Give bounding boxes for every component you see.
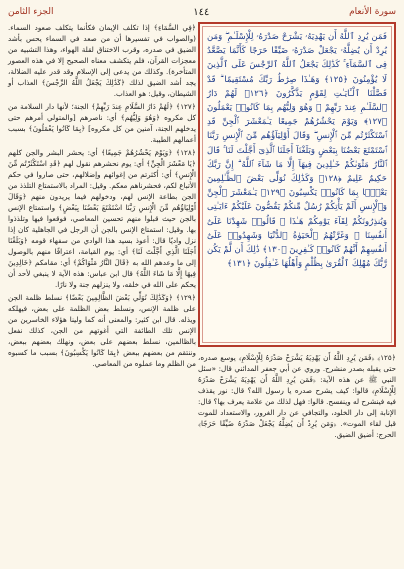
commentary-right-column: [198, 352, 396, 562]
commentary-left-column: [8, 22, 196, 562]
commentary-paragraph: ﴿فِي السَّمَاءِ﴾ إذا تكلف الإيمان فكأنما يتكلف صعود السماء. (والصواب في تفسيرها أن من صعد في السماء يحس بأشد الضيق في صدره، وقرب الاختناق لقلة الهواء، وهذا التشبيه من معجزات القرآن، فلم يتكشف معناه الصحيح إلا في هذه العصور المتأخرة). وكذلك من يدعى إلى الإسلام وقد قدر عليه الضلالة، يجد أشد الضيق لذلك ﴿كَذَٰلِكَ يَجْعَلُ اللَّهُ الرِّجْسَ﴾ العذاب أو الشيطان، وقيل: هو العذاب.: [8, 23, 196, 98]
quran-text-frame: [198, 22, 396, 347]
juz-title: الجزء الثامن: [8, 7, 54, 17]
commentary-paragraph: ﴿١٢٧﴾ ﴿لَهُمْ دَارُ السَّلَامِ عِندَ رَبِّهِمْ﴾ الجنة؛ لأنها دار السلامة من كل مكروه ﴿وَهُوَ وَلِيُّهُم﴾ أي: ناصرهم [والمتولي أمرهم حتى يدخلهم الجنة، آمنين من كل مكروه] ﴿بِمَا كَانُوا يَعْمَلُونَ﴾ بسبب أعمالهم الطيبة.: [8, 102, 196, 144]
commentary-paragraph: ﴿١٢٨﴾ ﴿وَيَوْمَ يَحْشُرُهُمْ جَمِيعًا﴾ أي: يحشر البشر والجن كلهم ﴿يَا مَعْشَرَ الْجِنِّ﴾ أي: يوم نحشرهم نقول لهم ﴿قَدِ اسْتَكْثَرْتُم مِّنَ الْإِنسِ﴾ أي: أكثرتم من إغوائهم وإضلالهم، حتى صاروا في حكم الأتباع لكم، فحشرناهم معكم. وقيل: المراد بالاستمتاع التلذذ من الجن بطاعة الإنس لهم، ودخولهم فيما يريدون منهم ﴿وَقَالَ أَوْلِيَاؤُهُم مِّنَ الْإِنسِ رَبَّنَا اسْتَمْتَعَ بَعْضُنَا بِبَعْضٍ﴾ واستمتاع الإنس بالجن حيث قبلوا منهم تحسين المعاصي، فوقعوا فيها وتلذذوا بها. وقيل: استمتاع الإنس بالجن أن الرجل في الجاهلية كان إذا نزل واديًا قال: أعوذ بسيد هذا الوادي من سفهاء قومه ﴿وَبَلَغْنَا أَجَلَنَا الَّذِي أَجَّلْتَ لَنَا﴾ أي: يوم القيامة، اعترافًا منهم بالوصول إلى ما وعدهم الله به ﴿قَالَ النَّارُ مَثْوَاكُمْ﴾ أي: مقامكم ﴿خَالِدِينَ فِيهَا إِلَّا مَا شَاءَ اللَّهُ﴾ قال ابن عباس: هذه الآية لا ينبغي لأحد أن يحكم على الله في خلقه، ولا ينزلهم جنة ولا نارًا.: [8, 148, 196, 289]
commentary-paragraph: ﴿١٢٥﴾ ﴿فَمَن يُرِدِ اللَّهُ أَن يَهْدِيَهُ يَشْرَحْ صَدْرَهُ لِلْإِسْلَامِ﴾ يوسع صدره، حتى يقبله بصدر منشرح. وروي عن أبي جعفر المدائني قال: «سئل النبي ﷺ عن هذه الآية: ﴿فَمَن يُرِدِ اللَّهُ أَن يَهْدِيَهُ يَشْرَحْ صَدْرَهُ لِلْإِسْلَامِ﴾ قالوا: كيف يشرح صدره يا رسول الله؟ قال: نور يقذف فيه فينشرح له وينفسح. قالوا: فهل لذلك من علامة يعرف بها؟ قال: الإنابة إلى دار الخلود، والتجافي عن دار الغرور، والاستعداد للموت قبل لقاء الموت». ﴿وَمَن يُرِدْ أَن يُضِلَّهُ يَجْعَلْ صَدْرَهُ ضَيِّقًا حَرَجًا﴾ الحرج: أضيق الضيق.: [198, 353, 396, 439]
running-head: [8, 4, 396, 20]
page-number: ١٤٤: [193, 6, 210, 18]
surah-title: سورة الأنعام: [349, 7, 396, 17]
commentary-paragraph: ﴿١٢٩﴾ ﴿وَكَذَٰلِكَ نُوَلِّي بَعْضَ الظَّالِمِينَ بَعْضًا﴾ نسلط ظلمة الجن على ظلمة الإنس، ونسلط بعض الظلمة على بعض، فيهلكه ويذله. قال ابن كثير: والمعنى أنه كما ولينا هؤلاء الخاسرين من الإنس تلك الطائفة التي أغوتهم من الجن، كذلك نفعل بالظالمين، نسلط بعضهم على بعض، ونهلك بعضهم ببعض، وننتقم من بعضهم ببعض ﴿بِمَا كَانُوا يَكْسِبُونَ﴾ بسبب ما كسبوه من الظلم وما عملوه من المعاصي.: [8, 293, 196, 368]
quran-verses: فَمَن يُرِدِ ٱللَّهُ أَن يَهْدِيَهُۥ يَشْرَحْ صَدْرَهُۥ لِلْإِسْلَـٰمِ ۖ وَمَن يُرِدْ أَن يُضِلَّهُۥ يَجْعَلْ صَدْرَهُۥ ضَيِّقًا حَرَجًا كَأَنَّمَا يَصَّعَّدُ فِى ٱلسَّمَآءِ ۚ كَذَٰلِكَ يَجْعَلُ ٱللَّهُ ٱلرِّجْسَ عَلَى ٱلَّذِينَ لَا يُؤْمِنُونَ ﴿١٢٥﴾ وَهَـٰذَا صِرَٰطُ رَبِّكَ مُسْتَقِيمًا ۗ قَدْ فَصَّلْنَا ٱلْـَٔايَـٰتِ لِقَوْمٍ يَذَّكَّرُونَ ﴿١٢٦﴾ لَهُمْ دَارُ ٱلسَّلَـٰمِ عِندَ رَبِّهِمْ ۖ وَهُوَ وَلِيُّهُم بِمَا كَانُوا۟ يَعْمَلُونَ ﴿١٢٧﴾ وَيَوْمَ يَحْشُرُهُمْ جَمِيعًا يَـٰمَعْشَرَ ٱلْجِنِّ قَدِ ٱسْتَكْثَرْتُم مِّنَ ٱلْإِنسِ ۖ وَقَالَ أَوْلِيَآؤُهُم مِّنَ ٱلْإِنسِ رَبَّنَا ٱسْتَمْتَعَ بَعْضُنَا بِبَعْضٍ وَبَلَغْنَآ أَجَلَنَا ٱلَّذِىٓ أَجَّلْتَ لَنَا ۚ قَالَ ٱلنَّارُ مَثْوَىٰكُمْ خَـٰلِدِينَ فِيهَآ إِلَّا مَا شَآءَ ٱللَّهُ ۗ إِنَّ رَبَّكَ حَكِيمٌ عَلِيمٌ ﴿١٢٨﴾ وَكَذَٰلِكَ نُوَلِّى بَعْضَ ٱلظَّـٰلِمِينَ بَعْضًۢا بِمَا كَانُوا۟ يَكْسِبُونَ ﴿١٢٩﴾ يَـٰمَعْشَرَ ٱلْجِنِّ وَٱلْإِنسِ أَلَمْ يَأْتِكُمْ رُسُلٌ مِّنكُمْ يَقُصُّونَ عَلَيْكُمْ ءَايَـٰتِى وَيُنذِرُونَكُمْ لِقَآءَ يَوْمِكُمْ هَـٰذَا ۚ قَالُوا۟ شَهِدْنَا عَلَىٰٓ أَنفُسِنَا ۖ وَغَرَّتْهُمُ ٱلْحَيَوٰةُ ٱلدُّنْيَا وَشَهِدُوا۟ عَلَىٰٓ أَنفُسِهِمْ أَنَّهُمْ كَانُوا۟ كَـٰفِرِينَ ﴿١٣٠﴾ ذَٰلِكَ أَن لَّمْ يَكُن رَّبُّكَ مُهْلِكَ ٱلْقُرَىٰ بِظُلْمٍ وَأَهْلُهَا غَـٰفِلُونَ ﴿١٣١﴾: [207, 32, 387, 270]
